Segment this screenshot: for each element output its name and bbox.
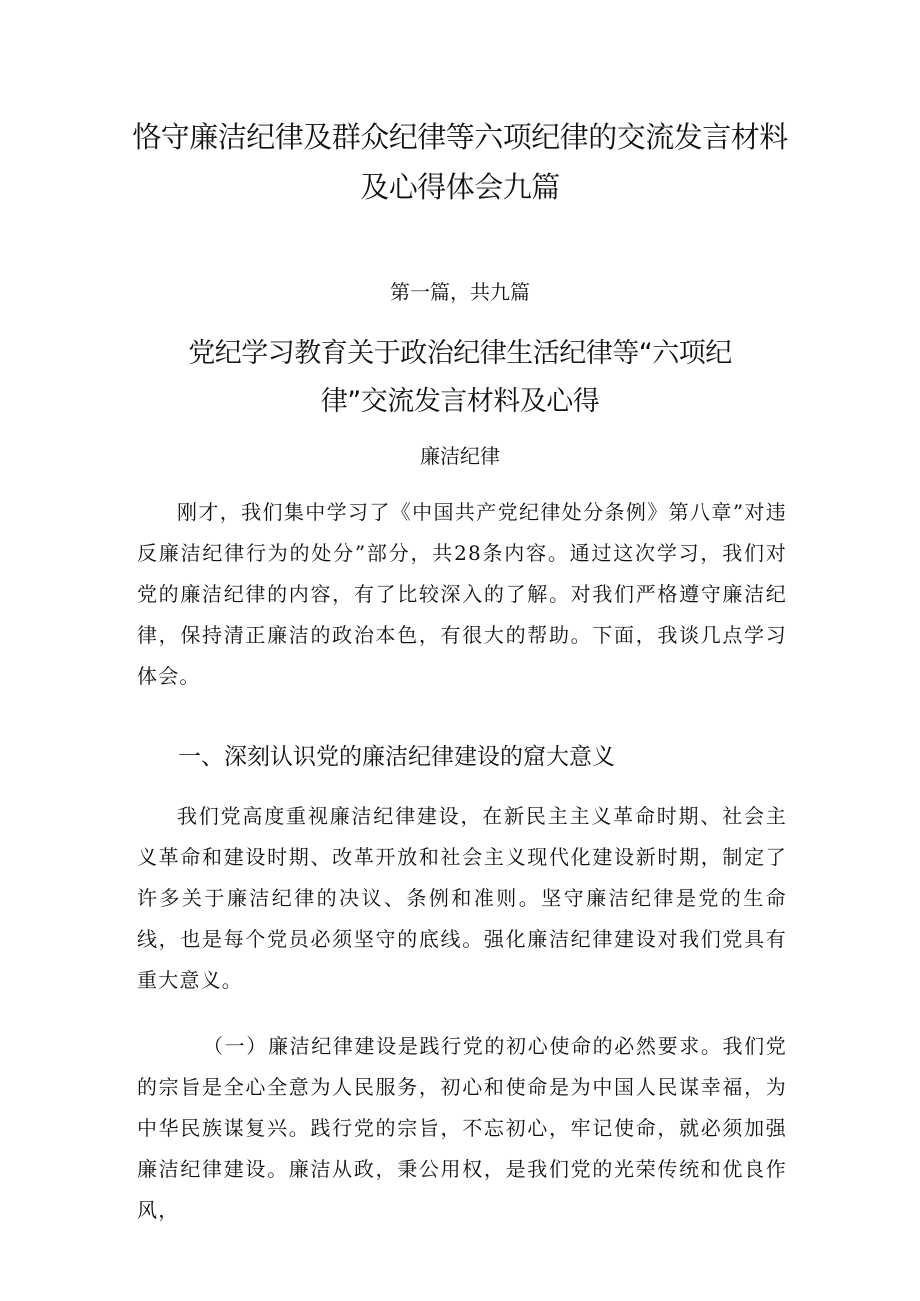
article-title: 党纪学习教育关于政治纪律生活纪律等“六项纪律”交流发言材料及心得 [188, 338, 732, 417]
body-paragraph-sub: （一）廉洁纪律建设是践行党的初心使命的必然要求。我们党的宗旨是全心全意为人民服务，初心和使命是为中国人民谋幸福，为中华民族谋复兴。践行党的宗旨，不忘初心，牢记使命，就必须加强廉洁纪律建设。廉洁从政，秉公用权，是我们党的光荣传统和优良作风， [137, 1034, 787, 1222]
intro-paragraph: 刚才，我们集中学习了《中国共产党纪律处分条例》第八章”对违反廉洁纪律行为的处分”部分，共28条内容。通过这次学习，我们对党的廉洁纪律的内容，有了比较深入的了解。对我们严格遵守廉洁纪律，保持清正廉洁的政治本色，有很大的帮助。下面，我谈几点学习体会。 [137, 500, 787, 688]
section-number: 第一篇，共九篇 [390, 280, 530, 304]
body-paragraph: 我们党高度重视廉洁纪律建设，在新民主主义革命时期、社会主义革命和建设时期、改革开放和社会主义现代化建设新时期，制定了许多关于廉洁纪律的决议、条例和准则。坚守廉洁纪律是党的生命线，也是每个党员必须坚守的底线。强化廉洁纪律建设对我们党具有重大意义。 [137, 804, 787, 992]
topic-label: 廉洁纪律 [420, 444, 500, 468]
document-title: 恪守廉洁纪律及群众纪律等六项纪律的交流发言材料及心得体会九篇 [132, 120, 788, 204]
section-heading: 一、深刻认识党的廉洁纪律建设的窟大意义 [178, 744, 615, 770]
